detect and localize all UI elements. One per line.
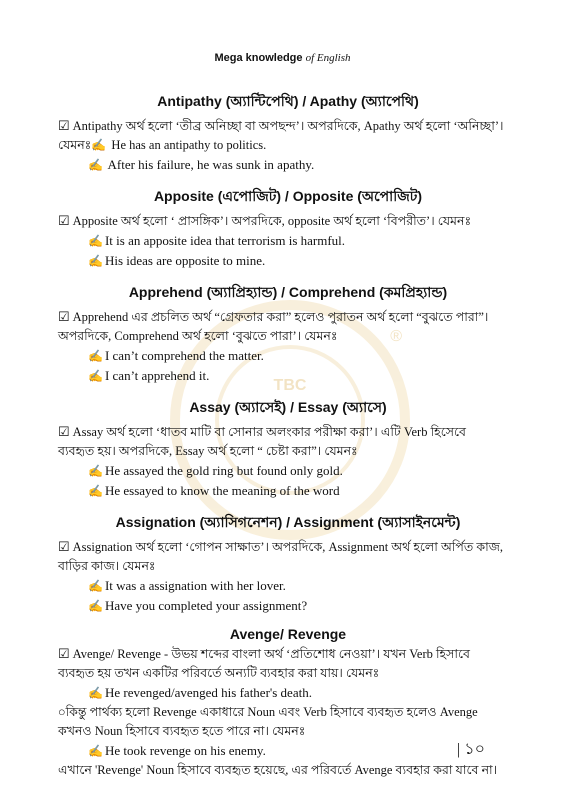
writing-hand-icon: ✍ [88,744,103,758]
checkbox-icon: ☑ [58,213,70,228]
writing-hand-icon: ✍ [88,349,103,363]
example-line [58,251,518,271]
writing-hand-icon: ✍ [88,579,103,593]
header-title: Mega knowledge [214,52,303,64]
section-title: Assignation (অ্যাসিগনেশন) / Assignment (অ্যাসাইনমেন্ট) [115,514,461,530]
definition-line: ব্যবহৃত হয় তখন একটির পরিবর্তে অন্যটি ব্যবহার করা যায়। যেমনঃ [58,666,380,680]
definition-line: অপরদিকে, Comprehend অর্থ হলো ‘বুঝতে পারা’। যেমনঃ [58,329,338,343]
writing-hand-icon: ✍ [88,599,103,613]
section-assay-essay [58,396,518,501]
note-line: ○কিন্তু পার্থক্য হলো Revenge একাধারে Noun এবং Verb হিসাবে ব্যবহৃত হলেও Avenge [58,705,478,719]
example-line [58,461,518,481]
checkbox-icon: ☑ [58,424,70,439]
example-line [58,366,518,386]
registered-mark: ® [390,328,402,345]
writing-hand-icon: ✍ [88,254,103,268]
checkbox-icon: ☑ [58,118,70,133]
checkbox-icon: ☑ [58,309,70,324]
example-sentence: He assayed the gold ring but found only gold. [104,463,343,478]
writing-hand-icon: ✍ [88,369,103,383]
definition-line: ☑ Assay অর্থ হলো ‘ধাতব মাটি বা সোনার অলংকার পরীক্ষা করা’। এটি Verb হিসেবে [58,424,466,439]
example-line [58,683,518,703]
section-title: Apprehend (অ্যাপ্রিহ্যান্ড) / Comprehend (কমপ্রিহ্যান্ড) [128,284,448,300]
definition-line: ব্যবহৃত হয়। অপরদিকে, Essay অর্থ হলো “ চেষ্টা করা”। যেমনঃ [58,444,358,458]
definition-line: ☑ Assignation অর্থ হলো ‘গোপন সাক্ষাত’। অপরদিকে, Assignment অর্থ হলো অর্পিত কাজ, [58,539,504,554]
example-sentence: I can’t comprehend the matter. [104,348,264,363]
definition-line: ☑ Apprehend এর প্রচলিত অর্থ “গ্রেফতার করা” হলেও পুরাতন অর্থ হলো “বুঝতে পারা”। [58,309,489,324]
example-line [58,346,518,366]
definition-line: বাড়ির কাজ। যেমনঃ [58,559,156,573]
section-avenge-revenge [58,626,518,780]
section-title: Apposite (এপোজিট) / Opposite (অপোজিট) [153,188,423,204]
definition-line: যেমনঃ✍ He has an antipathy to politics. [58,138,267,152]
example-sentence: He has an antipathy to politics. [111,138,267,152]
example-line [58,231,518,251]
example-sentence: He revenged/avenged his father's death. [104,685,312,700]
writing-hand-icon: ✍ [91,138,107,152]
example-sentence: He took revenge on his enemy. [104,743,266,758]
example-sentence: I can’t apprehend it. [104,368,210,383]
example-sentence: After his failure, he was sunk in apathy. [107,157,315,172]
example-line [58,596,518,616]
example-sentence: Have you completed your assignment? [104,598,308,613]
writing-hand-icon: ✍ [88,484,103,498]
writing-hand-icon: ✍ [88,234,103,248]
note-line: কখনও Noun হিসাবে ব্যবহৃত হতে পারে না। যেমনঃ [58,724,306,738]
definition-line: ☑ Apposite অর্থ হলো ‘ প্রাসঙ্গিক’। অপরদিকে, opposite অর্থ হলো ‘বিপরীত’। যেমনঃ [58,213,472,228]
example-line [58,155,518,175]
section-antipathy-apathy [58,90,518,175]
example-line [58,741,518,761]
definition-line: ☑ Avenge/ Revenge - উভয় শব্দের বাংলা অর্থ ‘প্রতিশোধ নেওয়া’। যখন Verb হিসাবে [58,646,470,661]
section-assignation-assignment [58,511,518,616]
checkbox-icon: ☑ [58,646,70,661]
page-number: | ১০ [457,741,485,758]
writing-hand-icon: ✍ [88,686,103,700]
section-title: Antipathy (অ্যান্টিপেথি) / Apathy (অ্যাপেথি) [157,93,419,109]
example-line [58,576,518,596]
example-sentence: He essayed to know the meaning of the word [104,483,340,498]
example-sentence: It was a assignation with her lover. [104,578,286,593]
writing-hand-icon: ✍ [88,158,103,172]
section-apposite-opposite [58,185,518,271]
header-subtitle: of English [305,52,351,64]
page-content [58,80,518,780]
watermark-text: TBC [273,377,307,394]
running-header [0,52,565,64]
section-title: Assay (অ্যাসেই) / Essay (অ্যাসে) [189,399,387,415]
example-line [58,481,518,501]
checkbox-icon: ☑ [58,539,70,554]
section-apprehend-comprehend [58,281,518,386]
example-sentence: His ideas are opposite to mine. [104,253,266,268]
footer-note: এখানে 'Revenge' Noun হিসাবে ব্যবহৃত হয়েছে, এর পরিবর্তে Avenge ব্যবহার করা যাবে না। [58,763,498,777]
section-title: Avenge/ Revenge [229,626,347,642]
writing-hand-icon: ✍ [88,464,103,478]
definition-line: ☑ Antipathy অর্থ হলো ‘তীব্র অনিচ্ছা বা অপছন্দ’। অপরদিকে, Apathy অর্থ হলো ‘অনিচ্ছা’। [58,118,504,133]
circle-bullet-icon: ○ [58,705,66,719]
example-sentence: It is an apposite idea that terrorism is harmful. [104,233,346,248]
